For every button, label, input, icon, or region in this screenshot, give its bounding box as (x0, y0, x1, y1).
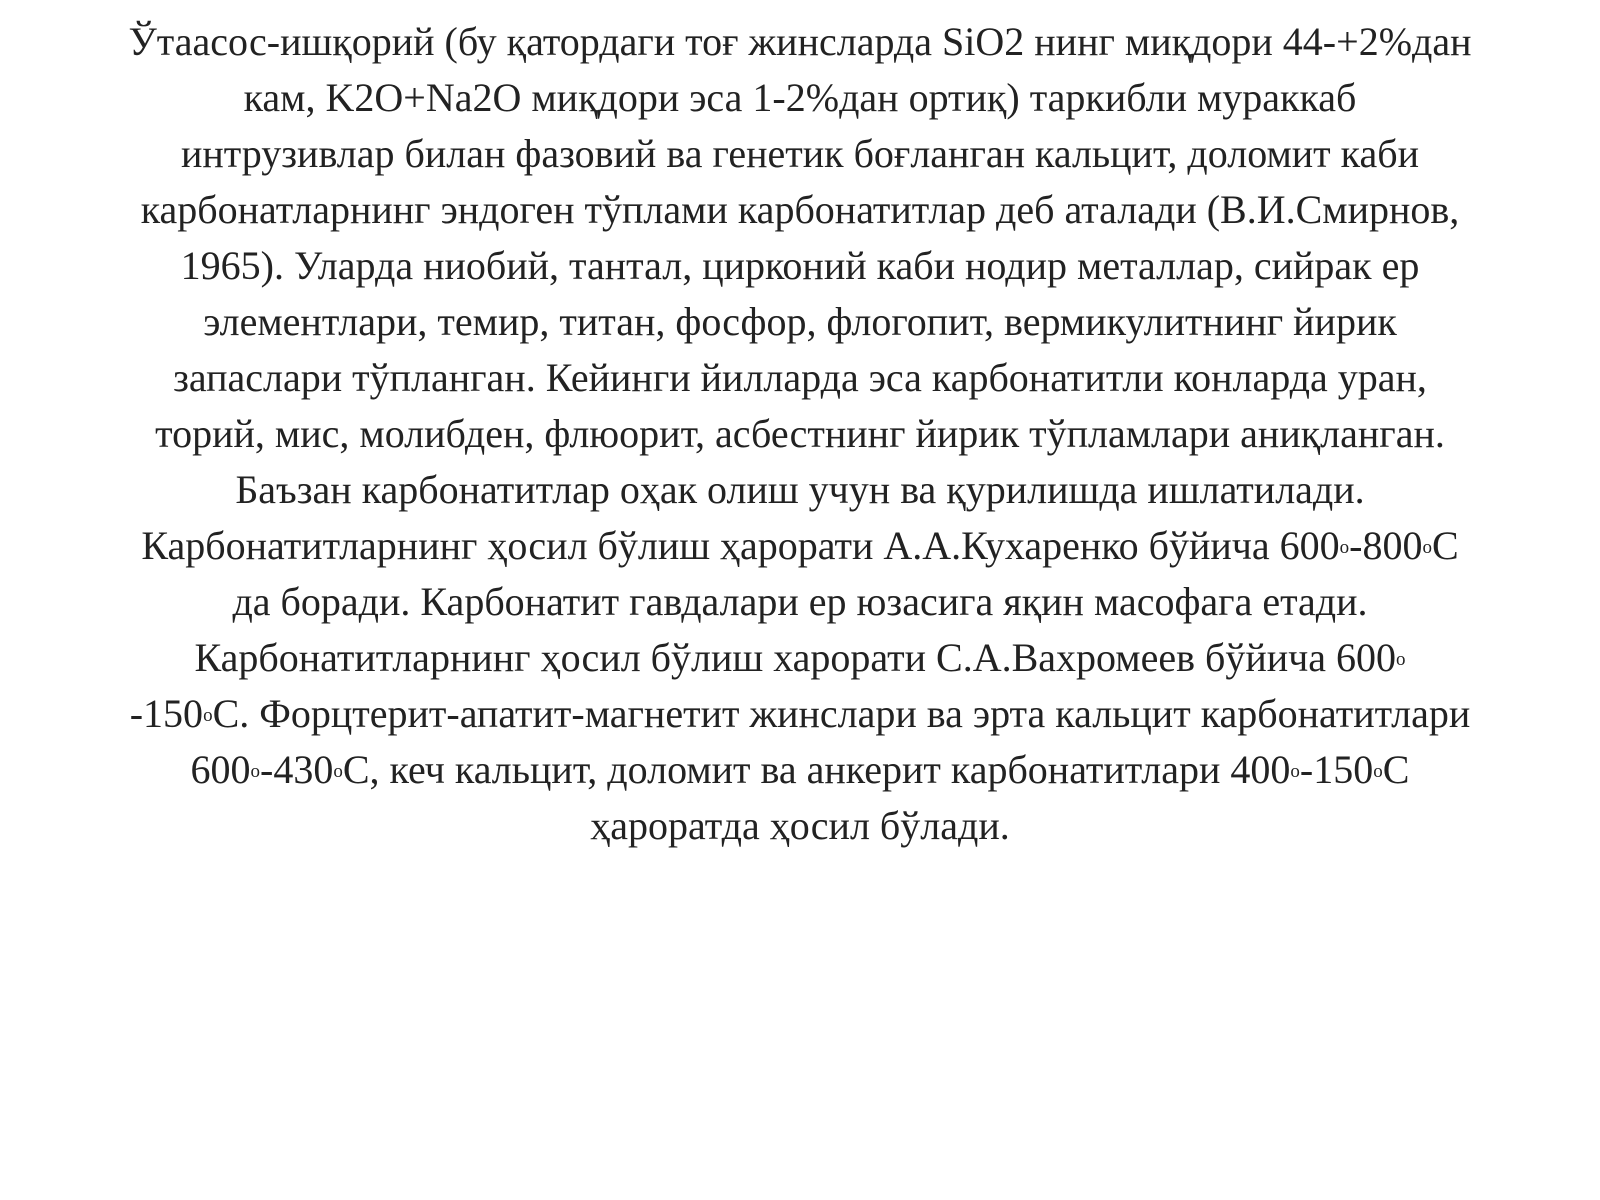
text-line: Ўтаасос-ишқорий (бу қатордаги тоғ жинсларда SiO2 нинг миқдори 44-+2%дан (128, 19, 1472, 64)
degree-mark: о (203, 705, 213, 726)
degree-mark: о (333, 761, 343, 782)
degree-mark: о (250, 761, 261, 782)
text-line: торий, мис, молибден, флюорит, асбестнинг йирик тўпламлари аниқланган. (155, 411, 1445, 456)
degree-mark: о (1396, 649, 1406, 670)
text-line-forsterite (8, 686, 1592, 742)
text-line: Баъзан карбонатитлар оҳак олиш учун ва қурилишда ишлатилади. (235, 467, 1365, 512)
text-segment: -430 (260, 747, 334, 792)
text-line: запаслари тўпланган. Кейинги йилларда эса карбонатитли конларда уран, (173, 355, 1427, 400)
text-line-vakhromeev (8, 630, 1592, 686)
text-line: интрузивлар билан фазовий ва генетик боғланган кальцит, доломит каби (180, 131, 1419, 176)
text-line: элементлари, темир, титан, фосфор, флогопит, вермикулитнинг йирик (203, 299, 1397, 344)
text-segment: С (1382, 747, 1410, 792)
degree-mark: о (1422, 537, 1432, 558)
degree-mark: о (1290, 761, 1300, 782)
degree-mark: о (1373, 761, 1383, 782)
body-paragraph (8, 14, 1592, 854)
text-segment: -800 (1349, 523, 1423, 568)
text-segment: Карбонатитларнинг ҳосил бўлиш ҳарорати А.А.Кухаренко бўйича 600 (141, 523, 1340, 568)
text-line: карбонатларнинг эндоген тўплами карбонатитлар деб аталади (В.И.Смирнов, (140, 187, 1460, 232)
text-segment: 600 (190, 747, 251, 792)
text-segment: -150 (129, 691, 204, 736)
text-line-temperatures (8, 742, 1592, 798)
text-line: кам, K2O+Na2O миқдори эса 1-2%дан ортиқ) таркибли мураккаб (243, 75, 1357, 120)
text-line: 1965). Уларда ниобий, тантал, цирконий каби нодир металлар, сийрак ер (180, 243, 1420, 288)
text-segment: -150 (1299, 747, 1374, 792)
text-line: да боради. Карбонатит гавдалари ер юзасига яқин масофага етади. (232, 579, 1368, 624)
text-segment: С (1432, 523, 1459, 568)
text-segment: С. Форцтерит-апатит-магнетит жинслари ва эрта кальцит карбонатитлари (212, 691, 1471, 736)
text-line-kukharenko (8, 518, 1592, 574)
text-segment: Карбонатитларнинг ҳосил бўлиш харорати С.А.Вахромеев бўйича 600 (194, 635, 1397, 680)
degree-mark: о (1339, 537, 1350, 558)
text-line: ҳароратда ҳосил бўлади. (590, 803, 1010, 848)
text-segment: С, кеч кальцит, доломит ва анкерит карбонатитлари 400 (342, 747, 1291, 792)
